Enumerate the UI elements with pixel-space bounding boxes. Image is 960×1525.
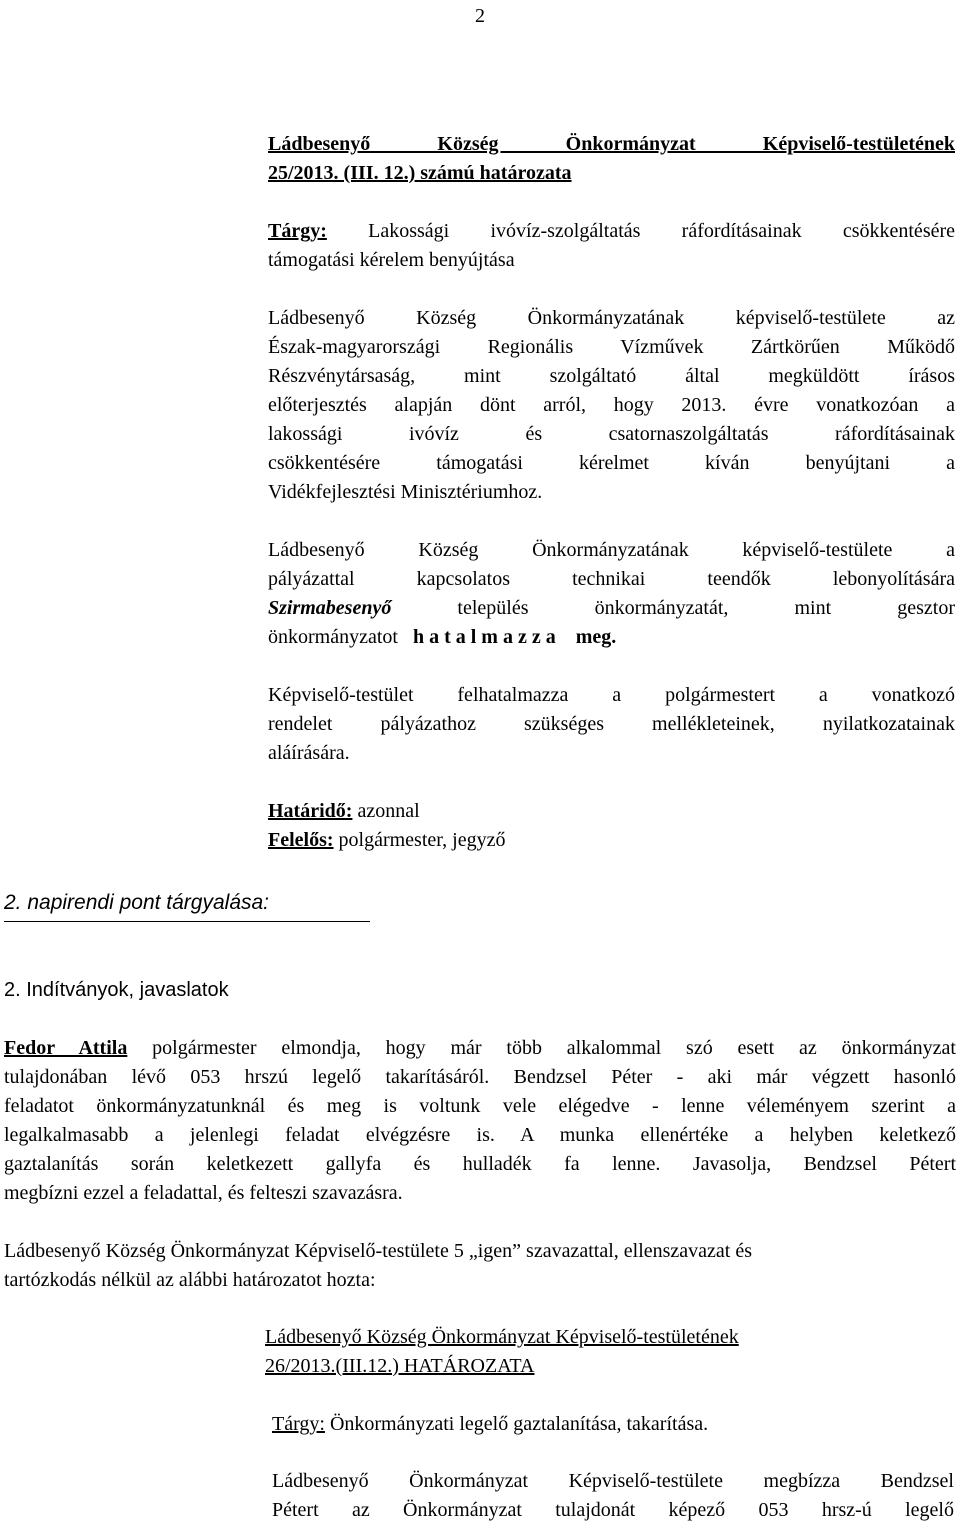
resolution-26: [265, 1323, 955, 1381]
resolution-heading-line2: 26/2013.(III.12.) HATÁROZATA: [265, 1355, 535, 1377]
paragraph-text: település önkormányzatát, mint gesztor: [457, 597, 955, 619]
paragraph-line: aláírására.: [268, 742, 350, 764]
paragraph-line: [4, 1034, 956, 1063]
paragraph-line: Pétert az Önkormányzat tulajdonát képező 053 hrsz-ú legelő: [272, 1499, 954, 1521]
subject-value: Önkormányzati legelő gaztalanítása, takarítása.: [329, 1413, 709, 1435]
paragraph-line: csökkentésére támogatási kérelmet kíván benyújtani a: [268, 452, 955, 474]
paragraph-line: Képviselő-testület felhatalmazza a polgármestert a vonatkozó: [268, 684, 955, 706]
agenda-heading: 2. napirendi pont tárgyalása:: [4, 891, 270, 914]
responsible-label: Felelős:: [268, 829, 334, 851]
paragraph-line: rendelet pályázathoz szükséges mellékleteinek, nyilatkozatainak: [268, 713, 955, 735]
paragraph-line: [268, 623, 955, 652]
paragraph-text: polgármester elmondja, hogy már több alkalommal szó esett az önkormányzat: [152, 1037, 956, 1059]
paragraph-line: Ládbesenyő Önkormányzat Képviselő-testülete megbízza Bendzsel: [272, 1470, 954, 1492]
proposals-heading: 2. Indítványok, javaslatok: [4, 979, 229, 1001]
paragraph-line: Ládbesenyő Község Önkormányzatának képviselő-testülete az: [268, 307, 955, 329]
paragraph-text: önkormányzatot: [268, 626, 398, 648]
discussion-paragraph: [4, 1034, 956, 1208]
responsible-value: polgármester, jegyző: [338, 829, 506, 851]
subject-text: Lakossági ivóvíz-szolgáltatás ráfordításainak csökkentésére: [368, 220, 956, 242]
responsible: [268, 826, 955, 855]
paragraph-line: Vidékfejlesztési Minisztériumhoz.: [268, 481, 543, 503]
deadline: [268, 797, 955, 826]
resolution-25: [268, 130, 955, 855]
deadline-label: Határidő:: [268, 800, 353, 822]
paragraph-line: Részvénytársaság, mint szolgáltató által megküldött írásos: [268, 365, 955, 387]
agenda-heading-underline: [4, 921, 370, 922]
paragraph-line: megbízni ezzel a feladattal, és felteszi szavazásra.: [4, 1182, 403, 1204]
paragraph-line: feladatot önkormányzatunknál és meg is voltunk vele elégedve - lenne véleményem szerint a: [4, 1095, 956, 1117]
resolution-heading-line2: 25/2013. (III. 12.) számú határozata: [268, 162, 572, 184]
paragraph-line: Ládbesenyő Község Önkormányzatának képviselő-testülete a: [268, 539, 955, 561]
paragraph-line: legalkalmasabb a jelenlegi feladat elvégzésre is. A munka ellenértéke a helyben keletkező: [4, 1124, 956, 1146]
paragraph-line: lakossági ivóvíz és csatornaszolgáltatás ráfordításainak: [268, 423, 955, 445]
subject-label: Tárgy:: [268, 220, 327, 242]
paragraph-line: Ládbesenyő Község Önkormányzat Képviselő-testülete 5 „igen” szavazattal, ellenszavazat és: [4, 1240, 753, 1262]
paragraph-2: [268, 536, 955, 652]
paragraph-line: tartózkodás nélkül az alábbi határozatot hozta:: [4, 1269, 376, 1291]
subject-line1: [268, 217, 955, 246]
subject-line2: támogatási kérelem benyújtása: [268, 249, 515, 271]
paragraph-line: előterjesztés alapján dönt arról, hogy 2013. évre vonatkozóan a: [268, 394, 955, 416]
deadline-value: azonnal: [357, 800, 420, 822]
paragraph-line: tulajdonában lévő 053 hrszú legelő takarításáról. Bendzsel Péter - aki már végzett hasonló: [4, 1066, 956, 1088]
vote-statement: [4, 1237, 948, 1295]
paragraph-1: [268, 304, 955, 507]
authorizes-emphasis: h a t a l m a z z a: [412, 626, 556, 648]
paragraph-3: [268, 681, 955, 768]
page-number: 2: [475, 5, 485, 27]
municipality-name: Szirmabesenyő: [268, 597, 392, 619]
authorizes-suffix: meg.: [575, 626, 617, 648]
resolution-heading-line1: Ládbesenyő Község Önkormányzat Képviselő-testületének: [268, 133, 955, 155]
paragraph-line: pályázattal kapcsolatos technikai teendők lebonyolítására: [268, 568, 955, 590]
resolution-26-body: [272, 1467, 954, 1525]
paragraph-line: gaztalanítás során keletkezett gallyfa és hulladék fa lenne. Javasolja, Bendzsel Pétert: [4, 1153, 956, 1175]
resolution-26-subject: [272, 1410, 708, 1439]
paragraph-line: [268, 594, 955, 623]
subject-label: Tárgy:: [272, 1413, 325, 1435]
speaker-name: Fedor Attila: [4, 1037, 128, 1059]
paragraph-line: Észak-magyarországi Regionális Vízművek Zártkörűen Működő: [268, 336, 955, 358]
resolution-heading-line1: Ládbesenyő Község Önkormányzat Képviselő-testületének: [265, 1326, 739, 1348]
